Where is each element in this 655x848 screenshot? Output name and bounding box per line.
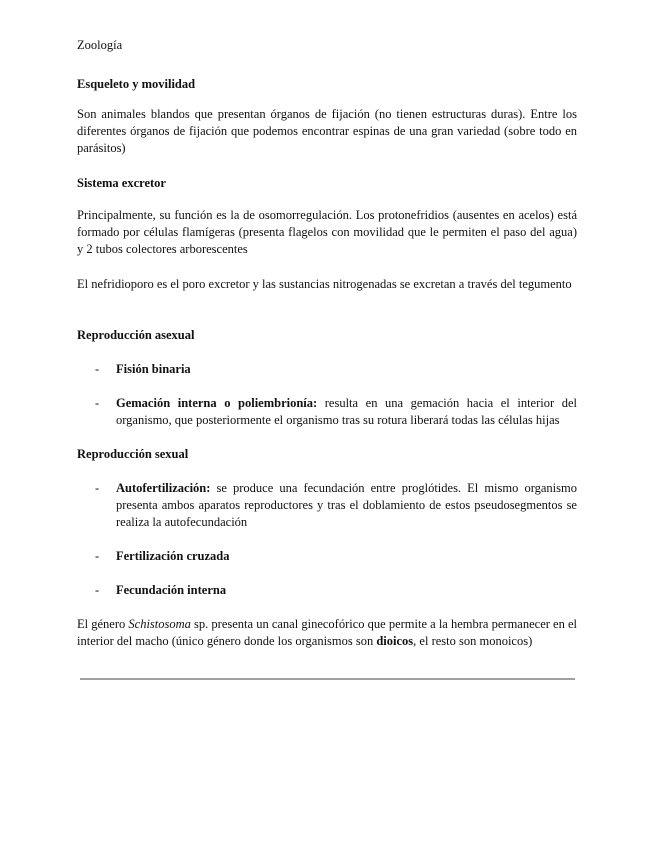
page-header: Zoología — [77, 38, 123, 52]
bullet-dash: - — [95, 362, 100, 376]
heading-skeleton: Esqueleto y movilidad — [77, 77, 196, 91]
list-item — [95, 548, 577, 565]
list-item — [95, 480, 577, 531]
closing-text-mid: sp. presenta un canal ginecofórico que permite a la hembra permanecer en el interior del macho (único género donde los organismos son — [77, 617, 577, 648]
paragraph-excretory-2: El nefridioporo es el poro excretor y las sustancias nitrogenadas se excretan a través del tegumento — [77, 277, 572, 291]
paragraph-excretory-1: Principalmente, su función es la de osomorregulación. Los protonefridios (ausentes en acelos) está formado por células flamígeras (presenta flagelos con movilidad que le permiten el paso del agua) y 2 tubos colectores arborescentes — [77, 208, 577, 256]
closing-text-pre: El género — [77, 617, 129, 631]
paragraph-schistosoma — [77, 616, 577, 650]
horizontal-divider — [80, 678, 575, 680]
list-item-title: Autofertilización: — [116, 481, 211, 495]
list-item — [95, 582, 577, 599]
list-item-title: Gemación interna o poliembrionía: — [116, 396, 318, 410]
list-item-text: se produce una fecundación entre proglótides. El mismo organismo presenta ambos aparatos reproductores y tras el doblamiento de estos pseudosegmentos se realiza la autofecundación — [116, 481, 577, 529]
bullet-dash: - — [95, 396, 100, 410]
closing-text-bold: dioicos — [376, 634, 414, 648]
genus-name: Schistosoma — [128, 617, 191, 631]
list-item-title: Fisión binaria — [116, 362, 191, 376]
list-item — [95, 361, 577, 378]
list-item-text: resulta en una gemación hacia el interior del organismo, que posteriormente el organismo tras su rotura liberará todas las células hijas — [116, 396, 577, 427]
bullet-dash: - — [95, 481, 100, 495]
paragraph-skeleton: Son animales blandos que presentan órganos de fijación (no tienen estructuras duras). Entre los diferentes órganos de fijación que podemos encontrar espinas de una gran variedad (sobre todo en parásitos) — [77, 107, 577, 155]
list-item-title: Fertilización cruzada — [116, 549, 230, 563]
heading-asexual: Reproducción asexual — [77, 328, 195, 342]
list-item-title: Fecundación interna — [116, 583, 227, 597]
heading-excretory: Sistema excretor — [77, 176, 166, 190]
bullet-dash: - — [95, 583, 100, 597]
list-item — [95, 395, 577, 429]
heading-sexual: Reproducción sexual — [77, 447, 189, 461]
closing-text-post: , el resto son monoicos) — [413, 634, 533, 648]
bullet-dash: - — [95, 549, 100, 563]
